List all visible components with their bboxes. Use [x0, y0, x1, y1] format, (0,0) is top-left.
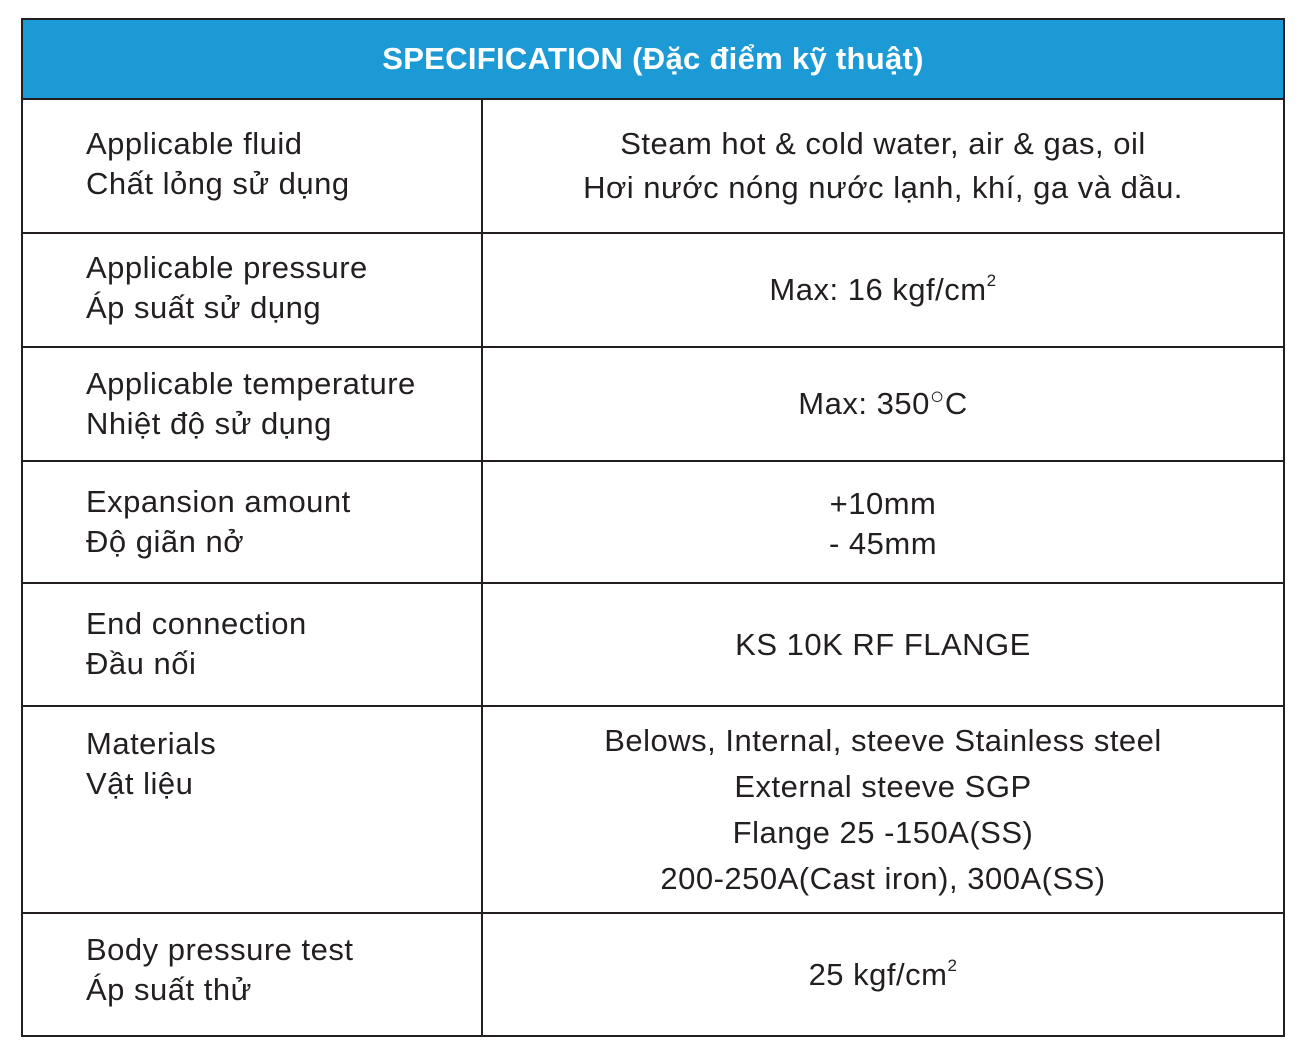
- value-text: 25 kgf/cm: [808, 956, 948, 992]
- table-row-expansion-amount: [23, 462, 1283, 584]
- row-value: [483, 707, 1283, 912]
- row-label: [23, 348, 483, 460]
- label-vietnamese: Vật liệu: [86, 766, 194, 801]
- value-line: - 45mm: [828, 526, 938, 561]
- label-english: Materials: [86, 726, 217, 761]
- value-line: Steam hot & cold water, air & gas, oil: [620, 126, 1146, 161]
- row-value: [483, 100, 1283, 232]
- value-text: Max: 350: [798, 386, 930, 421]
- table-row-applicable-pressure: [23, 234, 1283, 348]
- degree-symbol: ○: [929, 383, 945, 410]
- value-line: Flange 25 -150A(SS): [732, 814, 1034, 850]
- row-label: [23, 234, 483, 346]
- value-line: 200-250A(Cast iron), 300A(SS): [660, 860, 1106, 896]
- label-english: Applicable pressure: [86, 250, 368, 285]
- label-vietnamese: Đầu nối: [86, 646, 197, 681]
- row-value: [483, 584, 1283, 705]
- value-line: [769, 270, 996, 310]
- value-line: +10mm: [829, 486, 937, 521]
- row-label: [23, 584, 483, 705]
- table-header: [23, 20, 1283, 100]
- row-value: [483, 914, 1283, 1035]
- table-row-applicable-fluid: [23, 100, 1283, 234]
- row-value: [483, 462, 1283, 582]
- row-label: [23, 462, 483, 582]
- value-line: Belows, Internal, steeve Stainless steel: [604, 722, 1162, 758]
- superscript-squared: 2: [947, 955, 958, 975]
- value-unit: C: [944, 386, 968, 421]
- table-row-applicable-temperature: [23, 348, 1283, 462]
- value-line: KS 10K RF FLANGE: [735, 626, 1031, 662]
- table-row-materials: [23, 707, 1283, 914]
- label-english: End connection: [86, 606, 307, 641]
- label-vietnamese: Áp suất sử dụng: [86, 290, 322, 325]
- superscript-squared: 2: [986, 271, 997, 290]
- label-english: Body pressure test: [86, 932, 354, 967]
- value-line: External steeve SGP: [734, 768, 1032, 804]
- row-value: [483, 234, 1283, 346]
- value-text: Max: 16 kgf/cm: [769, 272, 987, 307]
- label-english: Applicable temperature: [86, 366, 416, 401]
- value-line: [809, 955, 958, 995]
- row-value: [483, 348, 1283, 460]
- specification-table: [21, 18, 1285, 1037]
- table-row-end-connection: [23, 584, 1283, 707]
- label-vietnamese: Áp suất thử: [86, 972, 252, 1007]
- table-title: SPECIFICATION (Đặc điểm kỹ thuật): [382, 41, 924, 76]
- label-english: Expansion amount: [86, 484, 351, 519]
- label-vietnamese: Nhiệt độ sử dụng: [86, 406, 332, 441]
- value-line: [798, 384, 967, 424]
- row-label: [23, 707, 483, 912]
- value-line: Hơi nước nóng nước lạnh, khí, ga và dầu.: [583, 170, 1183, 205]
- table-row-body-pressure-test: [23, 914, 1283, 1035]
- row-label: [23, 914, 483, 1035]
- label-vietnamese: Độ giãn nở: [86, 524, 245, 559]
- row-label: [23, 100, 483, 232]
- label-vietnamese: Chất lỏng sử dụng: [86, 166, 350, 201]
- label-english: Applicable fluid: [86, 126, 303, 161]
